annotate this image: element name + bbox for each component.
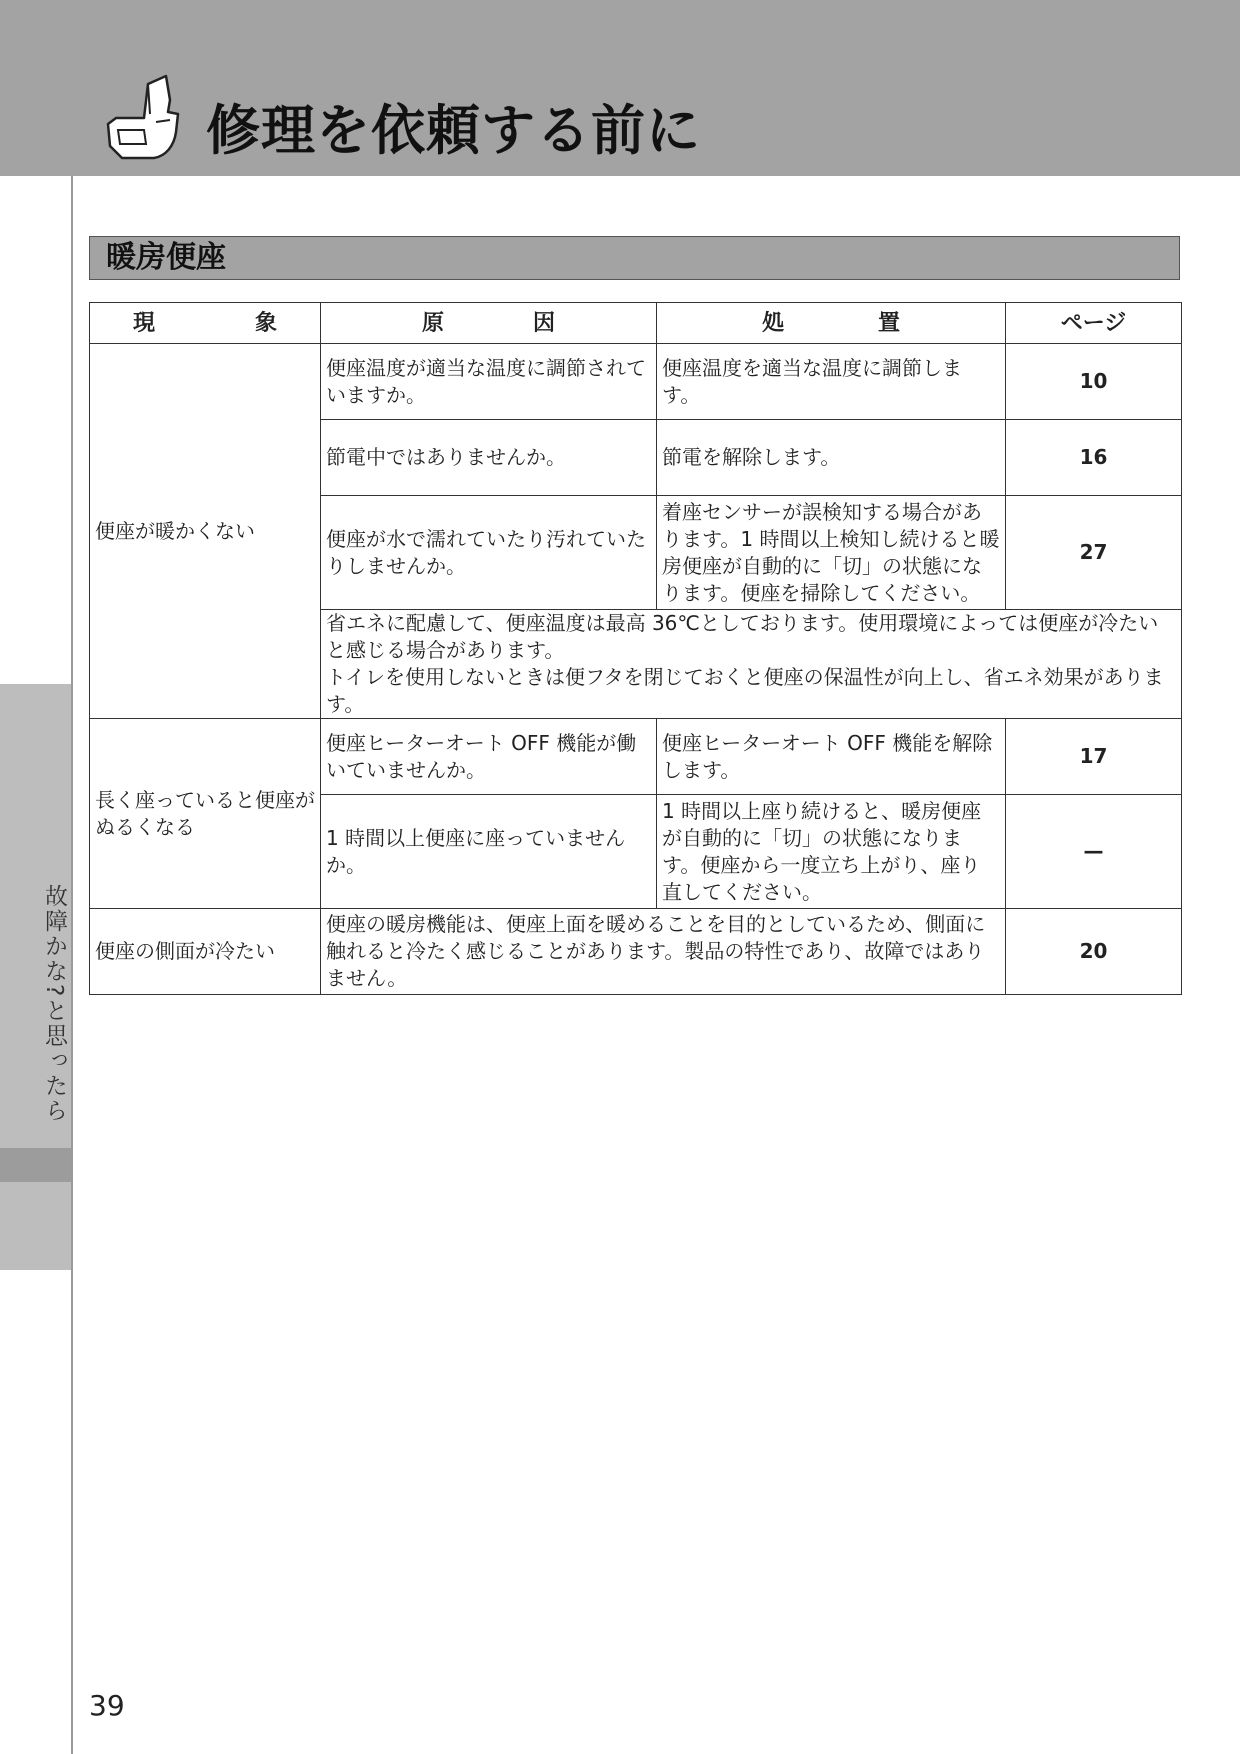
note-cell [321,610,1182,719]
header-remedy: 処 置 [657,303,1006,344]
troubleshooting-table [89,302,1182,995]
symptom-cell: 長く座っていると便座がぬるくなる [90,719,321,909]
remedy-cell: 着座センサーが誤検知する場合があります。1 時間以上検知し続けると暖房便座が自動的に「切」の状態になります。便座を掃除してください。 [657,496,1006,610]
page-ref: 20 [1006,909,1182,995]
combined-cell: 便座の暖房機能は、便座上面を暖めることを目的としているため、側面に触れると冷たく感じることがあります。製品の特性であり、故障ではありません。 [321,909,1006,995]
side-tab-label: 故障かな?と思ったら [41,884,67,1124]
note-line: 省エネに配慮して、便座温度は最高 36℃としております。使用環境によっては便座が冷たいと感じる場合があります。 [326,611,1159,662]
cause-cell: 1 時間以上便座に座っていませんか。 [321,795,657,909]
table-row [90,344,1182,420]
page-number: 39 [89,1689,125,1722]
page-ref: 16 [1006,420,1182,496]
remedy-cell: 節電を解除します。 [657,420,1006,496]
header-symptom: 現 象 [90,303,321,344]
remedy-cell: 便座ヒーターオート OFF 機能を解除します。 [657,719,1006,795]
page-ref: 17 [1006,719,1182,795]
toilet-icon [104,74,184,166]
header-page: ページ [1006,303,1182,344]
cause-cell: 便座が水で濡れていたり汚れていたりしませんか。 [321,496,657,610]
remedy-cell: 便座温度を適当な温度に調節します。 [657,344,1006,420]
cause-cell: 節電中ではありませんか。 [321,420,657,496]
page-ref: 10 [1006,344,1182,420]
cause-cell: 便座ヒーターオート OFF 機能が働いていませんか。 [321,719,657,795]
section-title: 暖房便座 [106,240,226,275]
table-row [90,719,1182,795]
table-header-row [90,303,1182,344]
section-header [89,236,1180,280]
side-tab-marker [0,1148,71,1182]
page-ref: — [1006,795,1182,909]
page-title: 修理を依頼する前に [206,99,701,162]
remedy-cell: 1 時間以上座り続けると、暖房便座が自動的に「切」の状態になります。便座から一度立ち上がり、座り直してください。 [657,795,1006,909]
symptom-cell: 便座が暖かくない [90,344,321,719]
header-cause: 原 因 [321,303,657,344]
symptom-cell: 便座の側面が冷たい [90,909,321,995]
table-row [90,909,1182,995]
note-line: トイレを使用しないときは便フタを閉じておくと便座の保温性が向上し、省エネ効果があります。 [326,665,1164,716]
cause-cell: 便座温度が適当な温度に調節されていますか。 [321,344,657,420]
page-ref: 27 [1006,496,1182,610]
